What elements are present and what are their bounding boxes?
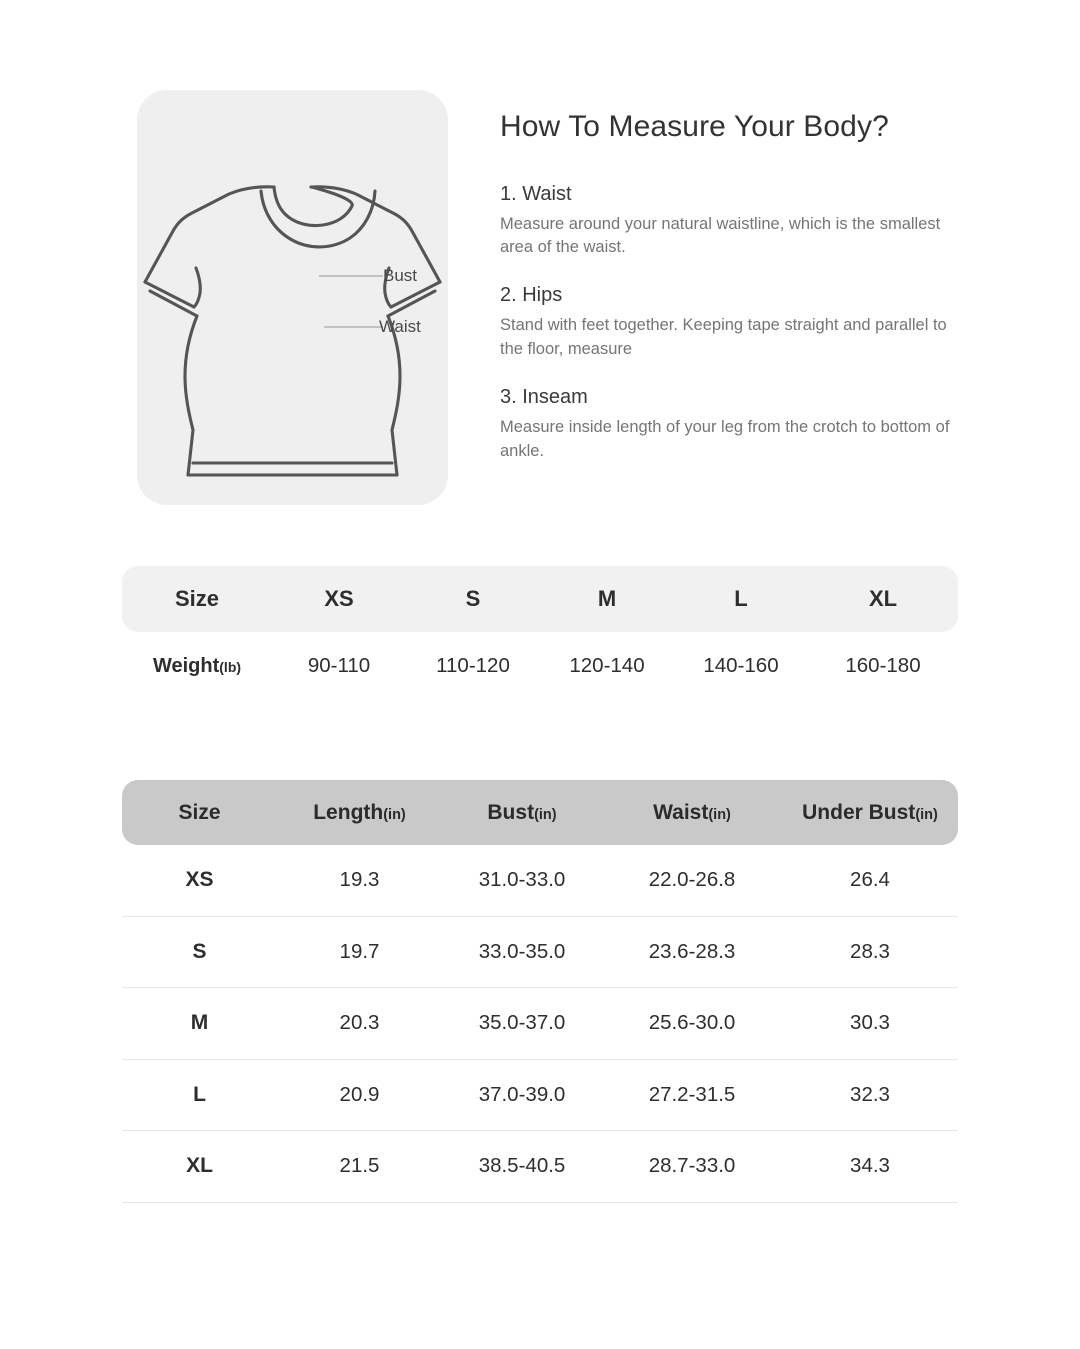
- header-text: Waist: [653, 800, 709, 824]
- measurement-size-table: [122, 780, 958, 1203]
- column-header-bust: [442, 801, 602, 825]
- cell-size: M: [190, 1011, 209, 1035]
- column-header-waist: [602, 801, 782, 825]
- cell-bust: 35.0-37.0: [478, 1011, 566, 1035]
- cell-length: 20.3: [339, 1011, 380, 1035]
- weight-value-xl: 160-180: [845, 654, 921, 677]
- unit-in: (in): [708, 806, 731, 823]
- column-header-l: L: [734, 586, 748, 611]
- cell-length: 19.3: [339, 868, 380, 892]
- header-text: Length: [313, 800, 384, 824]
- step-title: 2. Hips: [500, 284, 563, 307]
- callout-waist: Waist: [379, 317, 421, 336]
- measure-step-inseam: [500, 383, 970, 463]
- measurement-table-header-row: [122, 780, 958, 845]
- column-header-length: [277, 801, 442, 825]
- page-title: How To Measure Your Body?: [500, 110, 889, 143]
- cell-bust: 33.0-35.0: [478, 939, 566, 963]
- cell-bust: 37.0-39.0: [478, 1082, 566, 1106]
- cell-bust: 31.0-33.0: [478, 868, 566, 892]
- callout-leader-lines: [137, 90, 448, 505]
- step-title: 3. Inseam: [500, 386, 588, 409]
- weight-table-header-row: [122, 566, 958, 632]
- cell-under-bust: 26.4: [850, 868, 890, 892]
- table-row: [122, 1131, 958, 1203]
- step-description: Measure around your natural waistline, which is the smallest area of the waist.: [500, 214, 941, 256]
- header-text: Bust: [487, 800, 535, 824]
- table-row: [122, 917, 958, 989]
- unit-in: (in): [534, 806, 557, 823]
- column-header-xl: XL: [868, 586, 898, 611]
- table-row: [122, 845, 958, 917]
- weight-value-s: 110-120: [436, 654, 510, 677]
- measure-guide-section: [0, 0, 1080, 540]
- cell-length: 19.7: [339, 939, 380, 963]
- cell-size: XL: [186, 1154, 213, 1178]
- column-header-xs: XS: [324, 586, 354, 611]
- cell-size: S: [192, 939, 207, 963]
- callout-bust: Bust: [383, 266, 418, 285]
- weight-value-xs: 90-110: [307, 654, 371, 677]
- weight-size-table: [122, 566, 958, 700]
- measure-step-hips: [500, 281, 970, 361]
- weight-value-m: 120-140: [569, 654, 645, 677]
- weight-value-l: 140-160: [703, 654, 779, 677]
- unit-in: (in): [915, 806, 938, 823]
- table-row: [122, 988, 958, 1060]
- step-title: 1. Waist: [500, 182, 572, 205]
- cell-under-bust: 30.3: [850, 1011, 890, 1035]
- measure-step-waist: [500, 180, 970, 260]
- cell-under-bust: 28.3: [850, 939, 890, 963]
- measure-instructions: [500, 108, 970, 463]
- step-description: Stand with feet together. Keeping tape straight and parallel to the floor, measure: [500, 316, 947, 358]
- cell-waist: 28.7-33.0: [648, 1154, 736, 1178]
- cell-under-bust: 34.3: [850, 1154, 890, 1178]
- column-header-m: M: [597, 586, 617, 611]
- row-label-weight: [122, 655, 272, 678]
- row-label-text: Weight: [152, 654, 220, 677]
- cell-size: XS: [185, 868, 214, 892]
- cell-length: 20.9: [339, 1082, 380, 1106]
- unit-in: (in): [383, 806, 406, 823]
- header-text: Size: [178, 800, 221, 824]
- unit-lb: (lb): [219, 658, 242, 675]
- cell-waist: 23.6-28.3: [648, 939, 736, 963]
- column-header-size: [122, 801, 277, 825]
- cell-waist: 25.6-30.0: [648, 1011, 736, 1035]
- step-description: Measure inside length of your leg from the crotch to bottom of ankle.: [500, 418, 950, 460]
- column-header-size: Size: [174, 586, 220, 611]
- weight-table-row: [122, 632, 958, 700]
- cell-under-bust: 32.3: [850, 1082, 890, 1106]
- tshirt-illustration-card: [137, 90, 448, 505]
- column-header-s: S: [465, 586, 481, 611]
- cell-waist: 27.2-31.5: [648, 1082, 736, 1106]
- cell-bust: 38.5-40.5: [478, 1154, 566, 1178]
- column-header-under-bust: [782, 801, 958, 825]
- cell-size: L: [193, 1082, 206, 1106]
- header-text: Under Bust: [802, 800, 916, 824]
- cell-waist: 22.0-26.8: [648, 868, 736, 892]
- table-row: [122, 1060, 958, 1132]
- cell-length: 21.5: [339, 1154, 380, 1178]
